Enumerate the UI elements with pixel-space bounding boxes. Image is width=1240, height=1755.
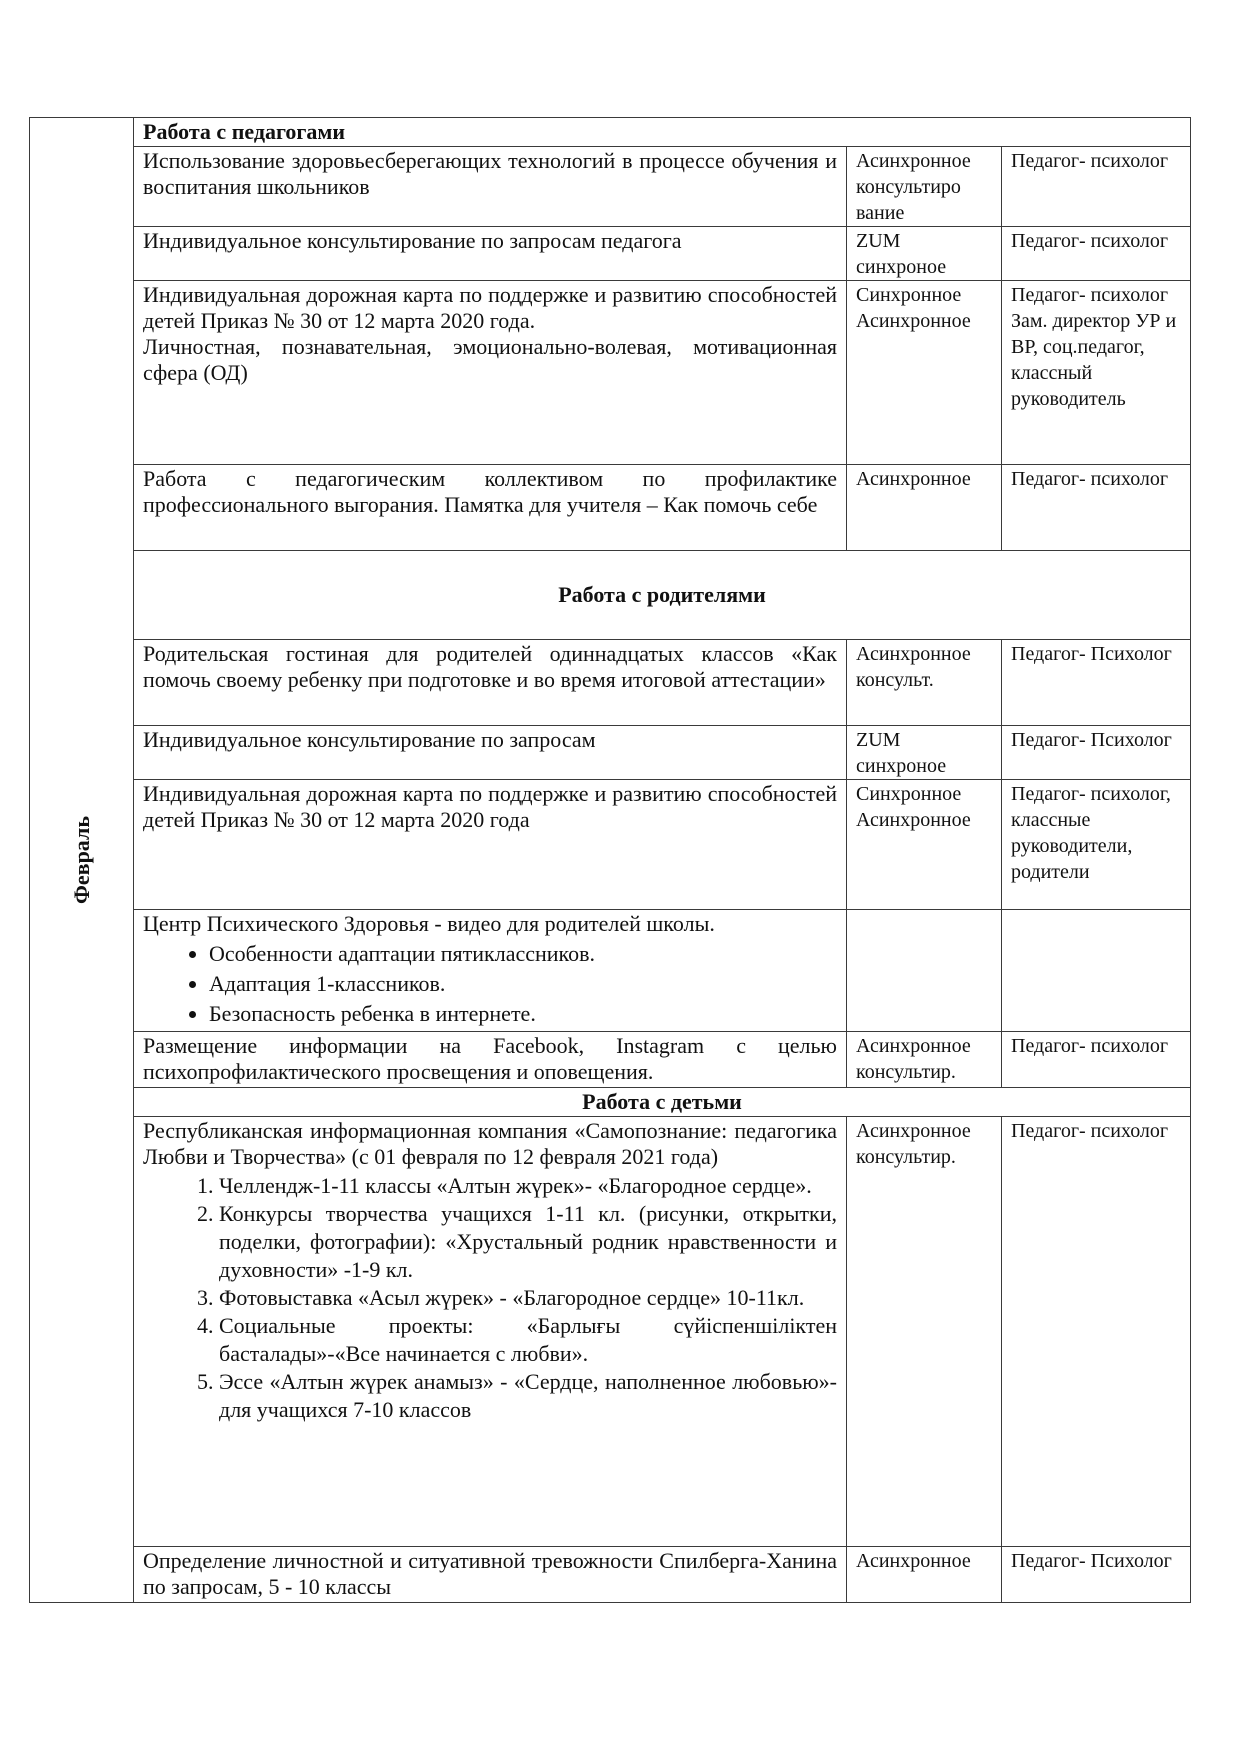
responsible-cell: Педагог- Психолог — [1002, 640, 1191, 726]
responsible-cell — [1002, 910, 1191, 1032]
form-cell: ZUM синхроное — [847, 726, 1002, 780]
responsible-cell: Педагог- психолог — [1002, 465, 1191, 551]
responsible-cell: Педагог- Психолог — [1002, 1547, 1191, 1603]
form-cell: Асинхронное консультир. — [847, 1032, 1002, 1088]
video-topics-list — [143, 941, 837, 1027]
section-header-row — [30, 551, 1191, 640]
table-row — [30, 780, 1191, 910]
list-item: • Особенности адаптации пятиклассников. — [209, 941, 837, 967]
list-item: • Безопасность ребенка в интернете. — [209, 1001, 837, 1027]
list-item: 2. Конкурсы творчества учащихся 1-11 кл. (рисунки, открытки, поделки, фотографии): «Хрустальный родник нравственности и духовности» -1-9 кл. — [219, 1200, 837, 1284]
activity-cell: Родительская гостиная для родителей одиннадцатых классов «Как помочь своему ребенку при подготовке и во время итоговой аттестации» — [134, 640, 847, 726]
activity-cell: Индивидуальное консультирование по запросам — [134, 726, 847, 780]
table-row — [30, 1117, 1191, 1547]
responsible-cell: Педагог- психолог — [1002, 227, 1191, 281]
form-cell: Синхронное Асинхронное — [847, 780, 1002, 910]
activity-cell — [134, 910, 847, 1032]
activity-cell: Индивидуальное консультирование по запросам педагога — [134, 227, 847, 281]
table-row — [30, 910, 1191, 1032]
list-item: 1. Челлендж-1-11 классы «Алтын жүрек»- «Благородное сердце». — [219, 1172, 837, 1200]
table-row — [30, 726, 1191, 780]
section-header-row — [30, 118, 1191, 147]
responsible-cell: Педагог- психолог — [1002, 1117, 1191, 1547]
work-plan-table — [29, 117, 1191, 1603]
activity-cell: Работа с педагогическим коллективом по профилактике профессионального выгорания. Памятка для учителя – Как помочь себе — [134, 465, 847, 551]
table-row — [30, 147, 1191, 227]
section-title-children: Работа с детьми — [134, 1088, 1191, 1117]
responsible-cell: Педагог- Психолог — [1002, 726, 1191, 780]
responsible-cell: Педагог- психолог, классные руководители, родители — [1002, 780, 1191, 910]
form-cell: Асинхронное консультир. — [847, 1117, 1002, 1547]
list-item: 4. Социальные проекты: «Барлығы сүйіспеншіліктен басталады»-«Все начинается с любви». — [219, 1312, 837, 1368]
activity-text: Центр Психического Здоровья - видео для родителей школы. — [143, 911, 715, 936]
table-row — [30, 465, 1191, 551]
form-cell: ZUM синхроное — [847, 227, 1002, 281]
responsible-cell: Педагог- психолог — [1002, 1032, 1191, 1088]
month-label: Февраль — [68, 816, 94, 904]
activity-cell: Размещение информации на Facebook, Instagram с целью психопрофилактического просвещения и оповещения. — [134, 1032, 847, 1088]
activity-extra-text: Личностная, познавательная, эмоционально-волевая, мотивационная сфера (ОД) — [143, 334, 837, 385]
form-cell: Асинхронное — [847, 465, 1002, 551]
activity-cell: Определение личностной и ситуативной тревожности Спилберга-Ханина по запросам, 5 - 10 классы — [134, 1547, 847, 1603]
form-cell — [847, 910, 1002, 1032]
activity-cell: Индивидуальная дорожная карта по поддержке и развитию способностей детей Приказ № 30 от 12 марта 2020 года — [134, 780, 847, 910]
section-header-row — [30, 1088, 1191, 1117]
activity-cell — [134, 281, 847, 465]
campaign-events-list — [143, 1172, 837, 1424]
list-item: • Адаптация 1-классников. — [209, 971, 837, 997]
responsible-cell: Педагог- психолог Зам. директор УР и ВР, соц.педагог, классный руководитель — [1002, 281, 1191, 465]
table-row — [30, 227, 1191, 281]
activity-cell — [134, 1117, 847, 1547]
table-row — [30, 1032, 1191, 1088]
form-cell: Асинхронное консультиро вание — [847, 147, 1002, 227]
list-item: 3. Фотовыставка «Асыл жүрек» - «Благородное сердце» 10-11кл. — [219, 1284, 837, 1312]
activity-text: Индивидуальная дорожная карта по поддержке и развитию способностей детей Приказ № 30 от 12 марта 2020 года. — [143, 282, 837, 333]
table-row — [30, 640, 1191, 726]
list-item: 5. Эссе «Алтын жүрек анамыз» - «Сердце, наполненное любовью»- для учащихся 7-10 классов — [219, 1368, 837, 1424]
form-cell: Асинхронное — [847, 1547, 1002, 1603]
form-cell: Синхронное Асинхронное — [847, 281, 1002, 465]
form-cell: Асинхронное консульт. — [847, 640, 1002, 726]
section-title-teachers: Работа с педагогами — [134, 118, 1191, 147]
table-row — [30, 1547, 1191, 1603]
month-cell — [30, 118, 134, 1603]
section-title-parents: Работа с родителями — [134, 551, 1191, 640]
activity-text: Республиканская информационная компания «Самопознание: педагогика Любви и Творчества» (с 01 февраля по 12 февраля 2021 года) — [143, 1118, 837, 1169]
responsible-cell: Педагог- психолог — [1002, 147, 1191, 227]
activity-cell: Использование здоровьесберегающих технологий в процессе обучения и воспитания школьников — [134, 147, 847, 227]
table-row — [30, 281, 1191, 465]
